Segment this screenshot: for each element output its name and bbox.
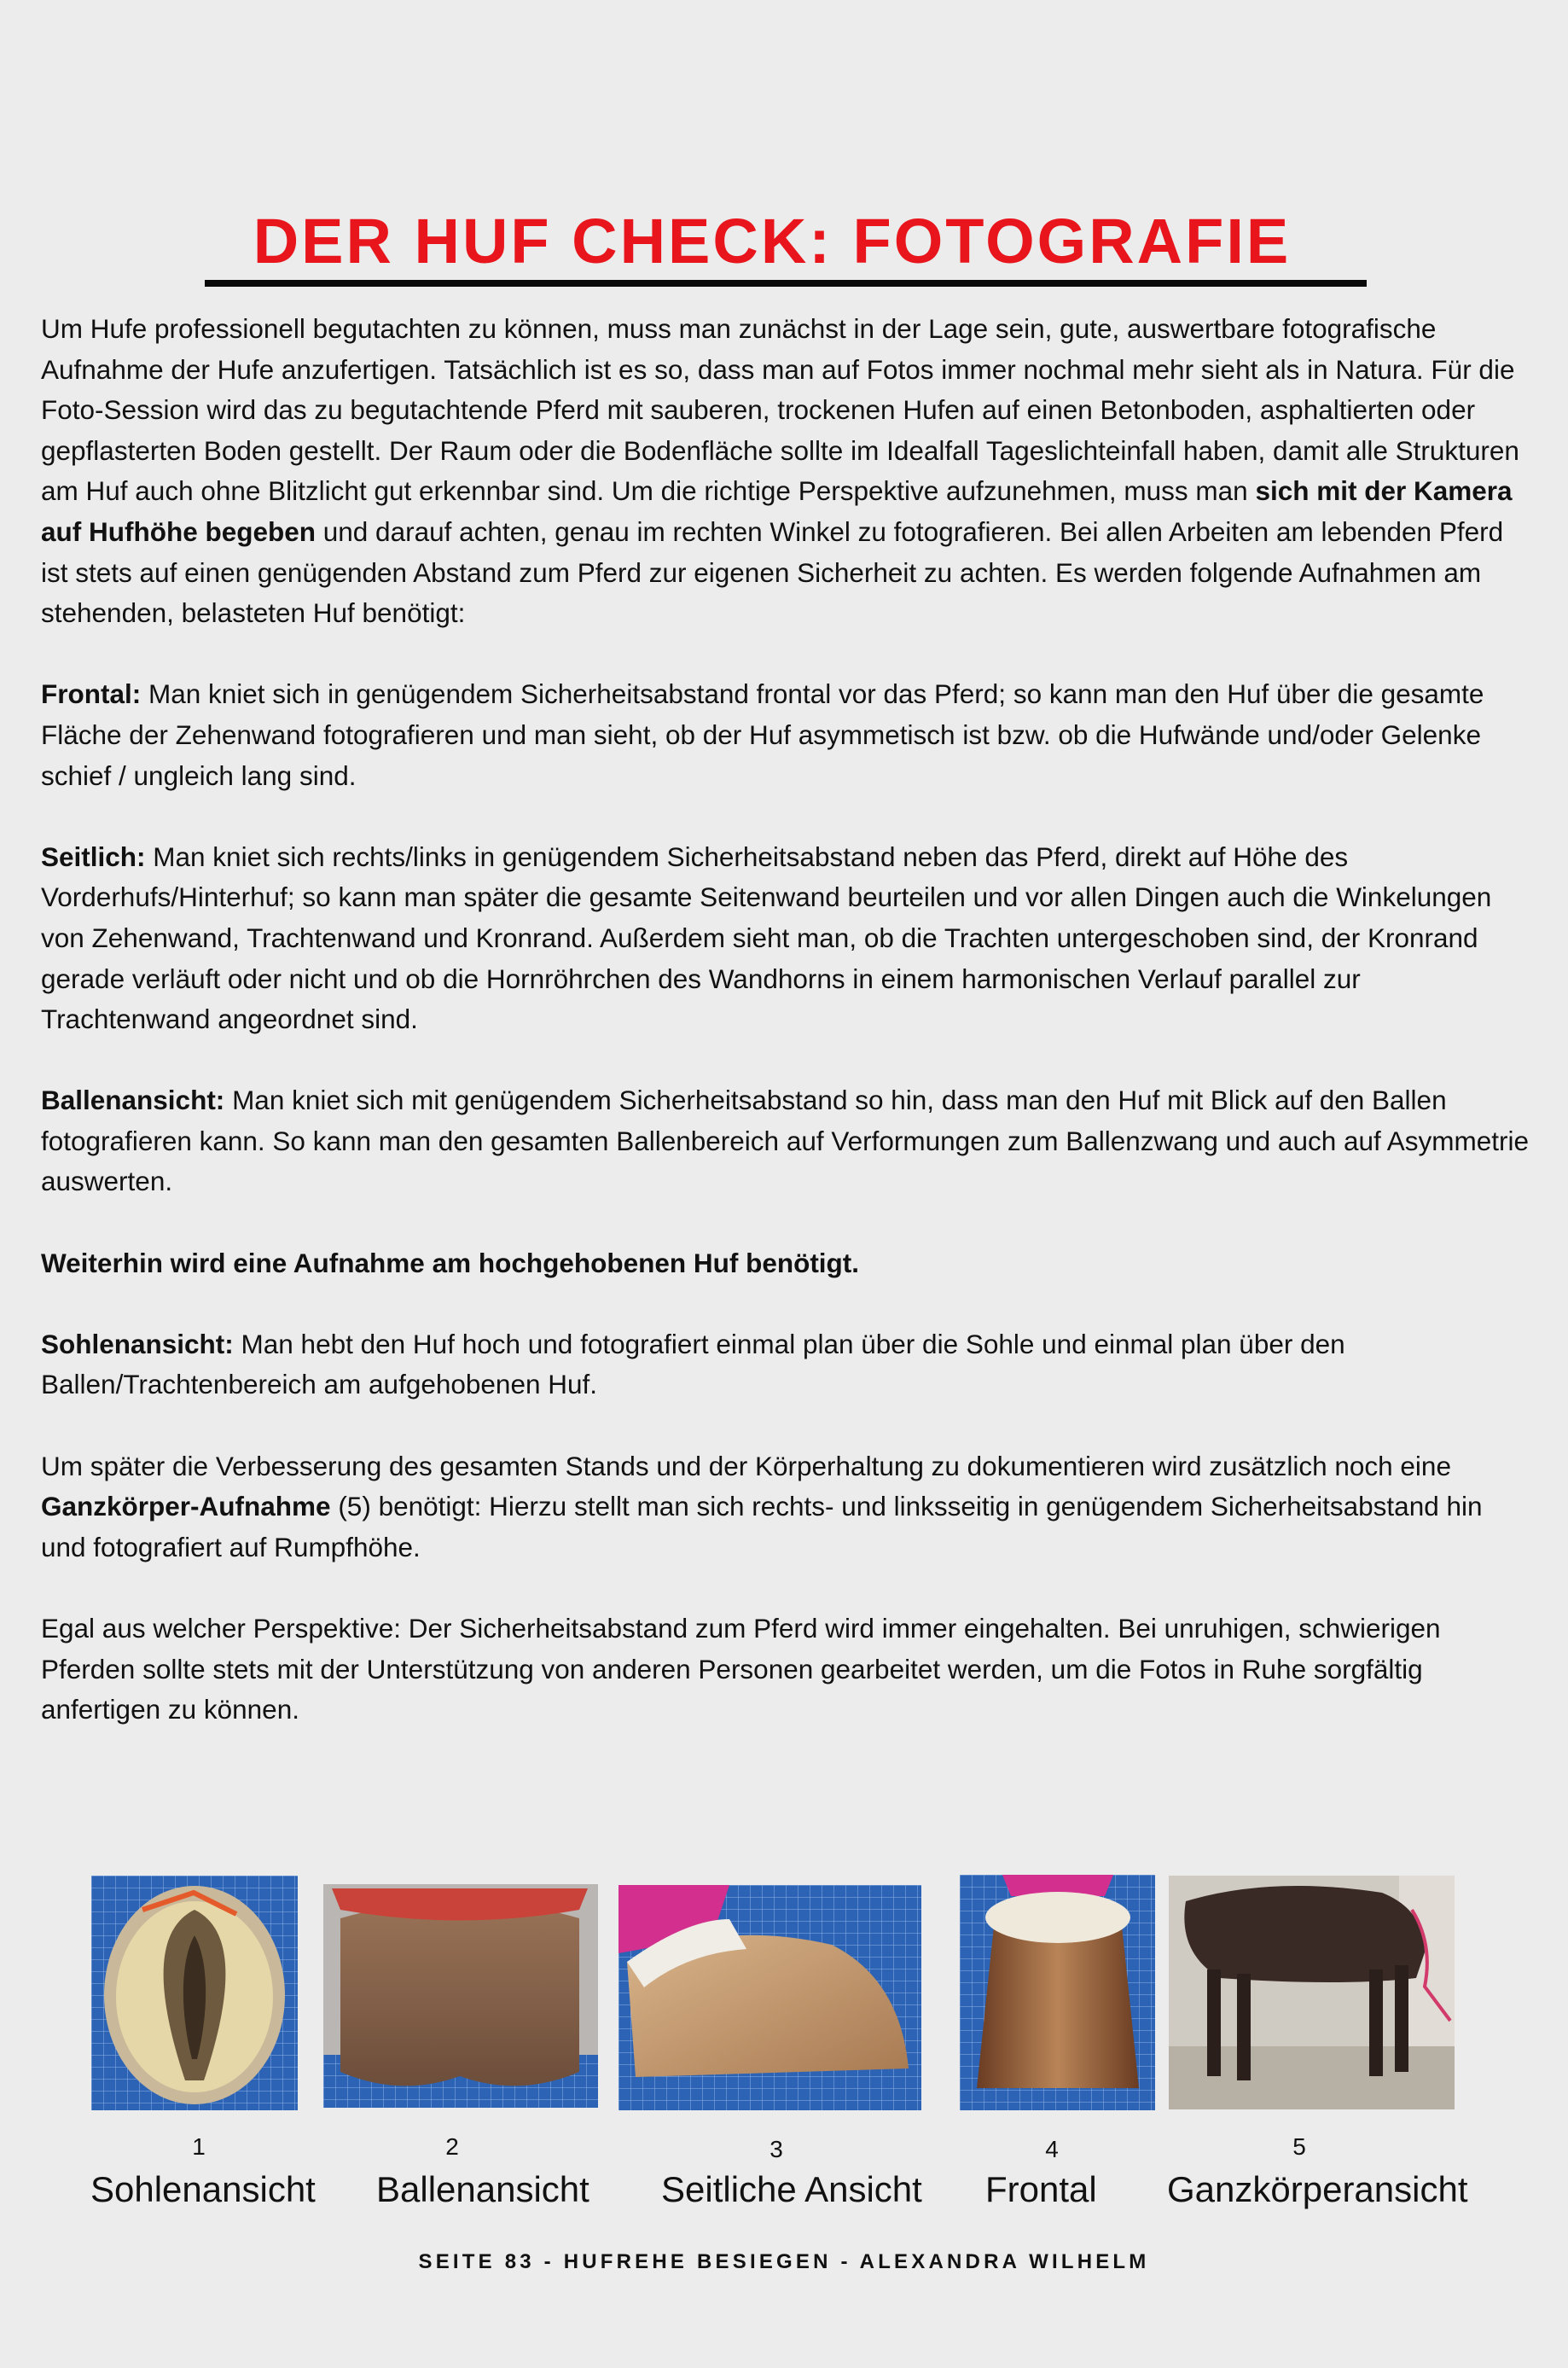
photo-sohlenansicht (91, 1876, 298, 2110)
egal-paragraph: Egal aus welcher Perspektive: Der Sicherheitsabstand zum Pferd wird immer eingehalten. Bei unruhigen, schwierigen Pferden sollte stets mit der Unterstützung von anderen Personen gearbeitet werden, um die Fotos in Ruhe sorgfältig anfertigen zu können. (41, 1613, 1441, 1725)
seitlich-paragraph: Seitlich: Man kniet sich rechts/links in genügendem Sicherheitsabstand neben das Pferd, direkt auf Höhe des Vorderhufs/Hinterhuf; so kann man später die gesamte Seitenwand beurteilen und vor allen Dingen auch die Winkelungen von Zehenwand, Trachtenwand und Kronrand. Außerdem sieht man, ob die Trachten untergeschoben sind, der Kronrand gerade verläuft oder nicht und ob die Hornröhrchen des Wandhorns in einem harmonischen Verlauf parallel zur Trachtenwand angeordnet sind. (41, 841, 1492, 1035)
page-title: DER HUF CHECK: FOTOGRAFIE (253, 206, 1292, 276)
photo-number-2: 2 (445, 2133, 459, 2160)
photo-frontal (960, 1875, 1155, 2110)
weiterhin-paragraph: Weiterhin wird eine Aufnahme am hochgehobenen Huf benötigt. (41, 1247, 860, 1278)
caption-sohlenansicht: Sohlenansicht (90, 2169, 316, 2209)
caption-seitliche-ansicht: Seitliche Ansicht (661, 2169, 922, 2209)
photo-number-3: 3 (769, 2136, 783, 2162)
intro-paragraph: Um Hufe professionell begutachten zu können, muss man zunächst in der Lage sein, gute, auswertbare fotografische Aufnahme der Hufe anzufertigen. Tatsächlich ist es so, dass man auf Fotos immer nochmal mehr sieht als in Natura. Für die Foto-Session wird das zu begutachtende Pferd mit sauberen, trockenen Hufen auf einen Betonboden, asphaltierten oder gepflasterten Boden gestellt. Der Raum oder die Bodenfläche sollte im Idealfall Tageslichteinfall haben, damit alle Strukturen am Huf auch ohne Blitzlicht gut erkennbar sind. Um die richtige Perspektive aufzunehmen, muss man sich mit der Kamera auf Hufhöhe begeben und darauf achten, genau im rechten Winkel zu fotografieren. Bei allen Arbeiten am lebenden Pferd ist stets auf einen genügenden Abstand zum Pferd zur eigenen Sicherheit zu achten. Es werden folgende Aufnahmen am stehenden, belasteten Huf benötigt: (41, 313, 1519, 629)
photo-ballenansicht (323, 1884, 598, 2108)
caption-ganzkoerperansicht: Ganzkörperansicht (1167, 2169, 1468, 2209)
photo-seitliche-ansicht (618, 1885, 921, 2110)
page-footer: SEITE 83 - HUFREHE BESIEGEN - ALEXANDRA WILHELM (418, 2250, 1150, 2273)
frontal-paragraph: Frontal: Man kniet sich in genügendem Sicherheitsabstand frontal vor das Pferd; so kann man den Huf über die gesamte Fläche der Zehenwand fotografieren und man sieht, ob der Huf asymmetisch ist bzw. ob die Hufwände und/oder Gelenke schief / ungleich lang sind. (41, 678, 1484, 791)
caption-ballenansicht: Ballenansicht (376, 2169, 589, 2209)
caption-frontal: Frontal (985, 2169, 1097, 2209)
photo-ganzkoerperansicht (1169, 1876, 1455, 2109)
sohlen-paragraph: Sohlenansicht: Man hebt den Huf hoch und fotografiert einmal plan über die Sohle und einmal plan über den Ballen/Trachtenbereich am aufgehobenen Huf. (41, 1328, 1345, 1400)
article-body (41, 309, 1534, 1771)
title-underline (205, 280, 1367, 287)
photo-number-5: 5 (1292, 2133, 1306, 2160)
photo-number-4: 4 (1045, 2136, 1059, 2162)
ballen-paragraph: Ballenansicht: Man kniet sich mit genügendem Sicherheitsabstand so hin, dass man den Huf mit Blick auf den Ballen fotografieren kann. So kann man den gesamten Ballenbereich auf Verformungen zum Ballenzwang und auch auf Asymmetrie auswerten. (41, 1085, 1530, 1197)
photo-number-1: 1 (192, 2133, 206, 2160)
ganzkoerper-paragraph: Um später die Verbesserung des gesamten Stands und der Körperhaltung zu dokumentieren wird zusätzlich noch eine Ganzkörper-Aufnahme (5) benötigt: Hierzu stellt man sich rechts- und linksseitig in genügendem Sicherheitsabstand hin und fotografiert auf Rumpfhöhe. (41, 1450, 1483, 1562)
